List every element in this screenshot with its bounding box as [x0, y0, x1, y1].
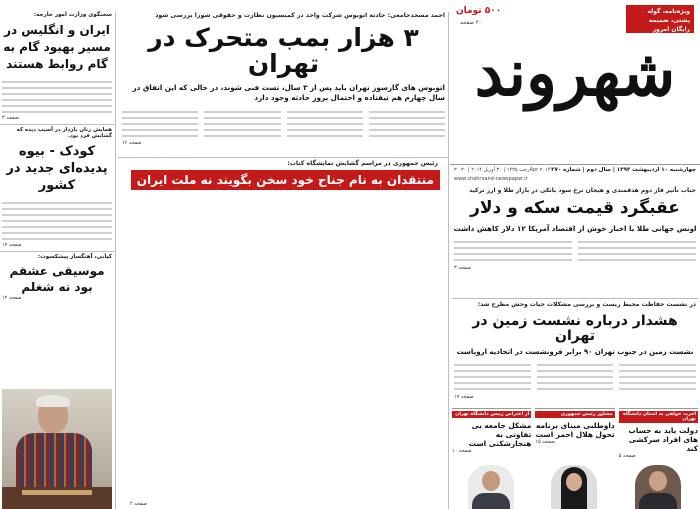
supplement-badge: ویژه‌نامه، گوله پشتی، ضمیمه رایگان امروز	[626, 5, 694, 33]
land-story	[450, 301, 700, 406]
top-story-kicker: احمد مسجدجامعی: حادثه اتوبوس شرکت واحد در کمیسیون نظارت و حقوقی شورا بررسی شود	[155, 12, 445, 19]
left-column	[0, 12, 114, 509]
masthead	[450, 0, 700, 185]
date-line	[450, 164, 700, 185]
top-story-headline: ۳ هزار بمب متحرک در تهران	[148, 23, 419, 79]
photo-story	[118, 158, 448, 509]
land-headline: هشدار درباره نشست زمین در تهران	[472, 313, 678, 344]
column-divider	[448, 12, 449, 509]
price-label: ۵۰۰ تومان	[456, 6, 502, 16]
bottom-box-page: صفحه ۱۵	[535, 439, 555, 445]
top-story-page: صفحه ۱۶	[122, 139, 142, 146]
photo-story-kicker: رئیس جمهوری در مراسم گشایش نمایشگاه کتاب:	[287, 160, 438, 167]
newspaper-logo: شهروند	[474, 36, 676, 111]
left-story1-headline: ایران و انگلیس در مسیر بهبود گام به گام روابط هستند	[3, 23, 111, 71]
left-story3-kicker: کیانی، آهنگساز پیشکسوت:	[37, 254, 112, 260]
land-kicker: در نشست حفاظت محیط زیست و بررسی مشکلات حیات وحش مطرح شد:	[477, 301, 696, 308]
top-story-body	[122, 107, 445, 137]
bottom-box-title: دولت باید به حساب های افراد سرکشی کند	[628, 426, 698, 453]
left-story1-kicker: سخنگوی وزارت امور خارجه:	[33, 12, 112, 18]
website: www.shahrvand-newspaper.ir	[454, 176, 528, 182]
bottom-box-kicker: مشاور رئیس جمهوری	[535, 411, 614, 418]
divider	[452, 298, 698, 299]
pages-count: ۲۰ صفحه	[460, 20, 482, 26]
top-story-deck: اتوبوس های گازسوز تهران باید پس از ۳ سال، تست فنی شوند، در حالی که این اتفاق در سال چهارم هم نیفتاده و احتمال بروز حادثه وجود دارد	[132, 82, 445, 102]
bottom-box-title: داوطلبی مبنای برنامه تحول هلال احمر است	[535, 421, 615, 439]
bottom-box-kicker: آخرت خواهی به استان دانشگاه تهران	[619, 411, 698, 423]
photo-story-page: صفحه ۲	[130, 501, 147, 507]
portrait	[635, 465, 681, 509]
left-story3-page: صفحه ۱۲	[2, 295, 22, 301]
news-photo	[126, 170, 440, 506]
market-deck: اونس جهانی طلا با اخبار خوش از اقتصاد آمریکا ۱۲ دلار کاهش داشت	[453, 223, 697, 233]
market-story	[450, 187, 700, 297]
photo-story-headline: منتقدان به نام جناح خود سخن بگویند نه ملت ایران	[131, 170, 440, 190]
bottom-box-kicker: از اعتراض رییس دانشگاه تهران	[452, 411, 531, 418]
market-page: صفحه ۳	[454, 264, 471, 271]
left-story1-page: صفحه ۳	[2, 115, 19, 121]
bottom-boxes	[450, 408, 700, 509]
left-story2-headline: کودک - بیوه پدیده‌ای جدید در کشور	[6, 144, 108, 193]
land-body	[450, 356, 700, 394]
bottom-box	[535, 408, 614, 509]
left-story2-page: صفحه ۱۷	[2, 242, 22, 248]
bottom-box	[452, 408, 531, 509]
top-story	[122, 12, 445, 157]
left-story2-kicker: همایش زنان باردار در آسیب دیده که گشایش فرد بود.	[16, 127, 112, 139]
issue-date-alt: ۳۰ رجب ۱۴۳۵ | ۳۰ آوریل ۲۰۱۴ | ۳۰Apr ۲۰۱۴	[454, 167, 551, 173]
bottom-box-page: صفحه ۱۰	[452, 448, 472, 454]
bottom-box-page: صفحه ۵	[618, 453, 636, 459]
land-page: صفحه ۱۷	[454, 394, 474, 401]
musician-photo	[2, 389, 112, 509]
column-divider	[115, 12, 116, 509]
bottom-box	[619, 408, 698, 509]
issue-date: چهارشنبه ۱۰ اردیبهشت ۱۳۹۳ | سال دوم | شماره ۲۷۰	[551, 167, 696, 173]
land-deck: نشست زمین در جنوب تهران ۹۰ برابر فرونشست در اتحادیه اروپاست	[456, 348, 694, 357]
market-body	[450, 233, 700, 265]
market-kicker: حباب تأثیر فاز دوم هدفمندی و هیجان نرخ سود بانکی در بازار طلا و ارز ترکید	[469, 187, 696, 194]
photo-watermark: جــــار	[286, 479, 335, 498]
bottom-box-title: مشکل جامعه بی تفاوتی به هنجارشکنی است	[468, 421, 532, 448]
portrait	[468, 465, 514, 509]
market-headline: عقبگرد قیمت سکه و دلار	[470, 198, 680, 218]
portrait	[551, 465, 597, 509]
left-story3-headline: موسیقی عشقم بود نه شغلم	[9, 264, 105, 294]
